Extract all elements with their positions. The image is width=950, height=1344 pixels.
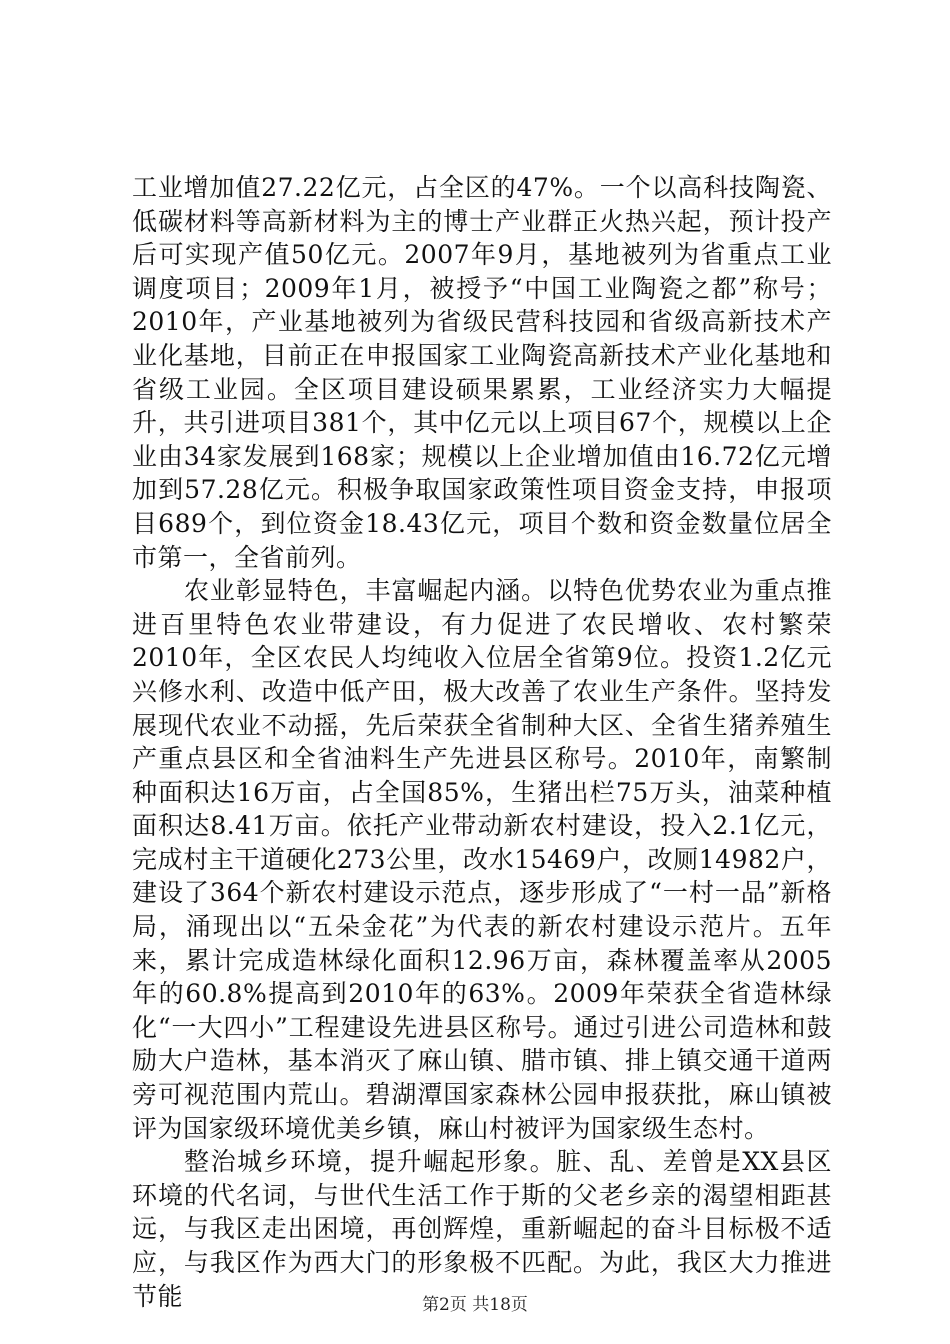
- page-number: 第2页 共18页: [422, 1295, 528, 1315]
- paragraph-agriculture: 农业彰显特色，丰富崛起内涵。以特色优势农业为重点推进百里特色农业带建设，有力促进了农民增收、农村繁荣2010年，全区农民人均纯收入位居全省第9位。投资1.2亿元兴修水利、改造中低产田，极大改善了农业生产条件。坚持发展现代农业不动摇，先后荣获全省制种大区、全省生猪养殖生产重点县区和全省油料生产先进县区称号。2010年，南繁制种面积达16万亩，占全国85%，生猪出栏75万头，油菜种植面积达8.41万亩。依托产业带动新农村建设，投入2.1亿元，完成村主干道硬化273公里，改水15469户，改厕14982户，建设了364个新农村建设示范点，逐步形成了“一村一品”新格局，涌现出以“五朵金花”为代表的新农村建设示范片。五年来，累计完成造林绿化面积12.96万亩，森林覆盖率从2005年的60.8%提高到2010年的63%。2009年荣获全省造林绿化“一大四小”工程建设先进县区称号。通过引进公司造林和鼓励大户造林，基本消灭了麻山镇、腊市镇、排上镇交通干道两旁可视范围内荒山。碧湖潭国家森林公园申报获批，麻山镇被评为国家级环境优美乡镇，麻山村被评为国家级生态村。: [132, 576, 832, 1143]
- paragraph-industry: 工业增加值27.22亿元，占全区的47%。一个以高科技陶瓷、低碳材料等高新材料为主的博士产业群正火热兴起，预计投产后可实现产值50亿元。2007年9月，基地被列为省重点工业调度项目；2009年1月，被授予“中国工业陶瓷之都”称号；2010年，产业基地被列为省级民营科技园和省级高新技术产业化基地，目前正在申报国家工业陶瓷高新技术产业化基地和省级工业园。全区项目建设硕果累累，工业经济实力大幅提升，共引进项目381个，其中亿元以上项目67个，规模以上企业由34家发展到168家；规模以上企业增加值由16.72亿元增加到57.28亿元。积极争取国家政策性项目资金支持，申报项目689个，到位资金18.43亿元，项目个数和资金数量位居全市第一，全省前列。: [132, 173, 832, 572]
- document-body: [132, 171, 832, 1313]
- page-footer: [0, 1294, 950, 1316]
- paragraph-environment: 整治城乡环境，提升崛起形象。脏、乱、差曾是XX县区环境的代名词，与世代生活工作于斯的父老乡亲的渴望相距甚远，与我区走出困境，再创辉煌，重新崛起的奋斗目标极不适应，与我区作为西大门的形象极不匹配。为此，我区大力推进节能: [132, 1147, 832, 1311]
